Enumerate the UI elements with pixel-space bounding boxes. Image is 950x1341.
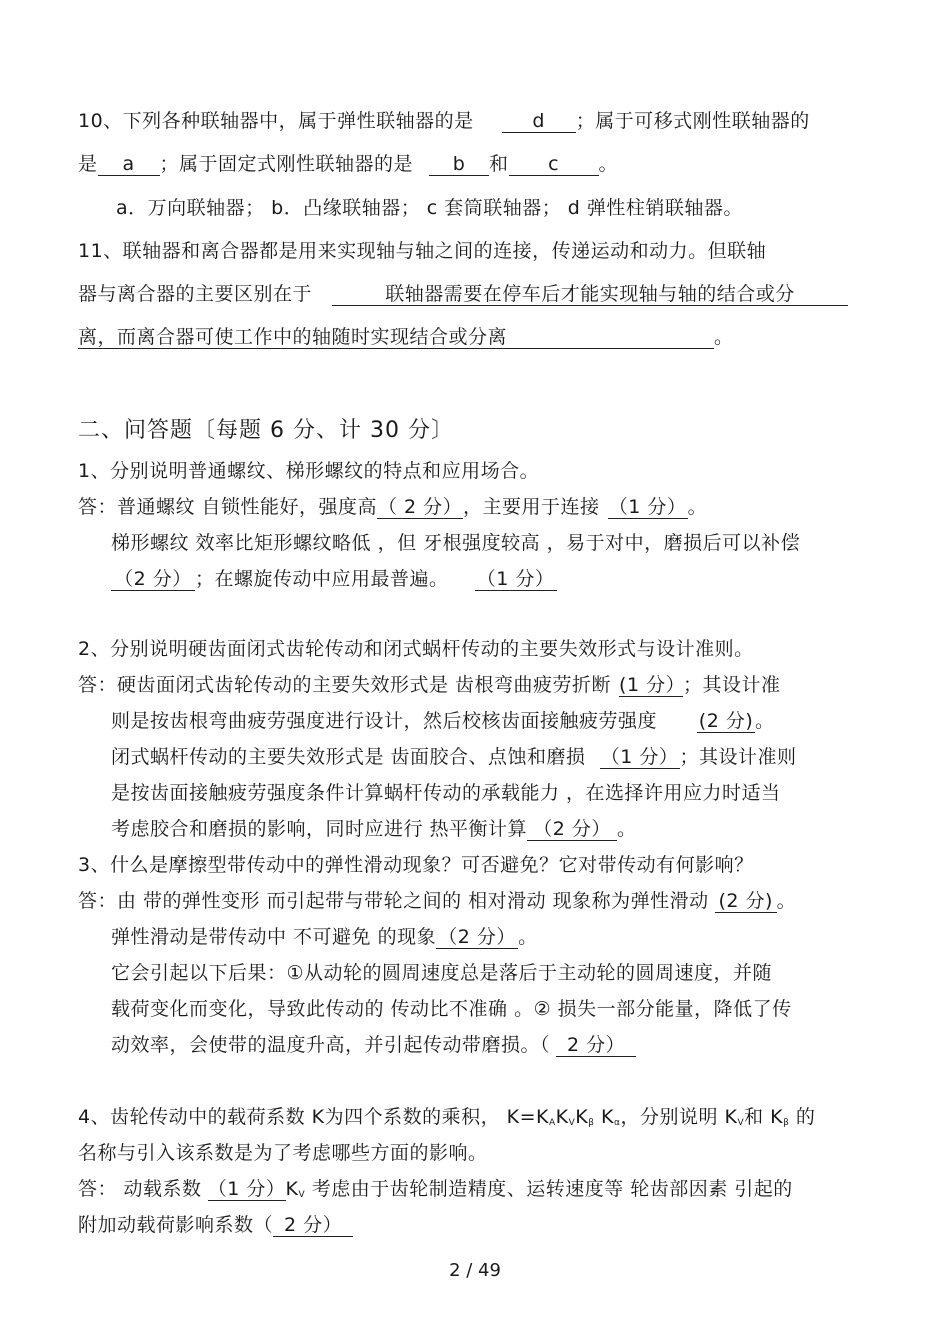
subscript: β <box>588 1118 595 1128</box>
score-mark: (2 分) <box>715 890 777 913</box>
a2-line3 <box>111 744 797 770</box>
q10-options: a．万向联轴器； b．凸缘联轴器； c 套筒联轴器； d 弹性柱销联轴器。 <box>116 197 743 219</box>
a4-text: 附加动载荷影响系数（ <box>78 1214 274 1236</box>
subscript: V <box>568 1118 576 1128</box>
a1-text: ，主要用于连接 <box>463 496 600 518</box>
q11-line3 <box>78 324 734 350</box>
score-mark: （2 分） <box>111 568 195 591</box>
q4-text: K <box>594 1106 614 1128</box>
q10-text: 10、下列各种联轴器中，属于弹性联轴器的是 <box>78 110 474 132</box>
q11-line2 <box>78 281 848 307</box>
q4-text: 和 K <box>744 1106 784 1128</box>
a2-text: ；其设计准则 <box>679 746 797 768</box>
section-heading: 二、问答题〔每题 6 分、计 30 分〕 <box>78 418 454 443</box>
a3-line1 <box>78 888 796 914</box>
subscript: α <box>614 1118 621 1128</box>
a2-line2 <box>111 708 775 734</box>
subscript: V <box>737 1118 745 1128</box>
q11-text: 器与离合器的主要区别在于 <box>78 283 313 305</box>
subscript: V <box>298 1190 306 1200</box>
score-mark: （2 分） <box>436 926 518 949</box>
q1-question: 1、分别说明普通螺纹、梯形螺纹的特点和应用场合。 <box>78 460 540 482</box>
a1-text: 。 <box>687 496 708 518</box>
q2-question: 2、分别说明硬齿面闭式齿轮传动和闭式蜗杆传动的主要失效形式与设计准则。 <box>78 638 754 660</box>
a3-line5 <box>111 1032 636 1058</box>
q4-line1 <box>78 1104 815 1134</box>
a1-text: ；在螺旋传动中应用最普遍。 <box>195 568 449 590</box>
a2-text: 。 <box>755 710 775 732</box>
a1-line1 <box>78 494 707 520</box>
score-mark: (2 分) <box>698 710 754 732</box>
a4-line2 <box>78 1212 353 1238</box>
q10-text: 和 <box>489 153 509 175</box>
score-mark: （ 2 分） <box>377 496 463 518</box>
subscript: A <box>548 1118 556 1128</box>
a2-text: 考虑胶合和磨损的影响，同时应进行 热平衡计算 <box>111 818 528 840</box>
a2-line5 <box>111 816 637 842</box>
a3-line2 <box>111 924 538 950</box>
q4-line2: 名称与引入该系数是为了考虑哪些方面的影响。 <box>78 1142 488 1164</box>
q10-text: 是 <box>78 153 98 175</box>
q11-line1: 11、联轴器和离合器都是用来实现轴与轴之间的连接，传递运动和动力。但联轴 <box>78 240 767 262</box>
q4-text: K <box>555 1106 569 1128</box>
a4-text: 考虑由于齿轮制造精度、运转速度等 轮齿部因素 引起的 <box>305 1178 793 1200</box>
answer-blank: a <box>98 153 160 176</box>
score-mark: 2 分） <box>273 1214 353 1237</box>
a2-text: ；其设计准 <box>683 674 781 696</box>
a3-text: 弹性滑动是带传动中 不可避免 的现象 <box>111 926 437 948</box>
q4-text: 的 <box>789 1106 816 1128</box>
answer-blank: 离，而离合器可使工作中的轴随时实现结合或分离 <box>78 326 714 349</box>
q10-line1 <box>78 108 810 134</box>
a2-line1 <box>78 672 781 698</box>
answer-blank: d <box>502 110 576 133</box>
a3-text: 答：由 带的弹性变形 而引起带与带轮之间的 相对滑动 现象称为弹性滑动 <box>78 890 709 912</box>
a1-line2: 梯形螺纹 效率比矩形螺纹略低 ，但 牙根强度较高 ，易于对中，磨损后可以补偿 <box>111 532 801 554</box>
a2-text: 。 <box>617 818 637 840</box>
q4-text: ，分别说明 K <box>620 1106 738 1128</box>
a3-text: 。 <box>776 890 797 912</box>
a2-text: 答：硬齿面闭式齿轮传动的主要失效形式是 齿根弯曲疲劳折断 <box>78 674 612 696</box>
a3-line4: 载荷变化而变化，导致此传动的 传动比不准确 。② 损失一部分能量，降低了传 <box>111 998 792 1020</box>
answer-blank: 联轴器需要在停车后才能实现轴与轴的结合或分 <box>332 283 848 306</box>
a4-text: 答： 动载系数 <box>78 1178 202 1200</box>
a3-line3: 它会引起以下后果：①从动轮的圆周速度总是落后于主动轮的圆周速度，并随 <box>111 962 773 984</box>
a2-line4: 是按齿面接触疲劳强度条件计算蜗杆传动的承载能力 ，在选择许用应力时适当 <box>111 782 781 804</box>
a3-text: 动效率，会使带的温度升高，并引起传动带磨损。（ <box>111 1034 551 1056</box>
q4-text: K <box>575 1106 589 1128</box>
a1-text: 答：普通螺纹 自锁性能好，强度高 <box>78 496 378 518</box>
answer-blank: c <box>509 153 599 176</box>
q10-text: ；属于固定式刚性联轴器的是 <box>159 153 414 175</box>
score-mark: （1 分） <box>475 568 557 591</box>
a4-line1 <box>78 1176 793 1206</box>
score-mark: （1 分） <box>608 496 687 518</box>
a2-text: 则是按齿根弯曲疲劳强度进行设计，然后校核齿面接触疲劳强度 <box>111 710 658 732</box>
score-mark: (1 分） <box>619 674 686 696</box>
a3-text: 。 <box>518 926 538 948</box>
q11-text: 。 <box>714 326 734 348</box>
q10-line2 <box>78 151 618 177</box>
score-mark: （2 分） <box>527 818 617 841</box>
q3-question: 3、什么是摩擦型带传动中的弹性滑动现象？可否避免？它对带传动有何影响？ <box>78 854 754 876</box>
score-mark: （1 分） <box>600 746 679 768</box>
q10-text: ；属于可移式刚性联轴器的 <box>575 110 810 132</box>
q10-text: 。 <box>598 153 619 175</box>
subscript: β <box>783 1118 790 1128</box>
a2-text: 闭式蜗杆传动的主要失效形式是 齿面胶合、点蚀和磨损 <box>111 746 586 768</box>
score-mark: 2 分） <box>556 1034 636 1057</box>
a1-line3 <box>111 566 557 592</box>
q4-text: 4、齿轮传动中的载荷系数 K为四个系数的乘积， K=K <box>78 1106 549 1128</box>
page-number: 2 / 49 <box>449 1260 501 1281</box>
a4-text: K <box>285 1178 299 1200</box>
answer-blank: b <box>429 153 489 176</box>
score-mark: （1 分） <box>207 1178 286 1200</box>
